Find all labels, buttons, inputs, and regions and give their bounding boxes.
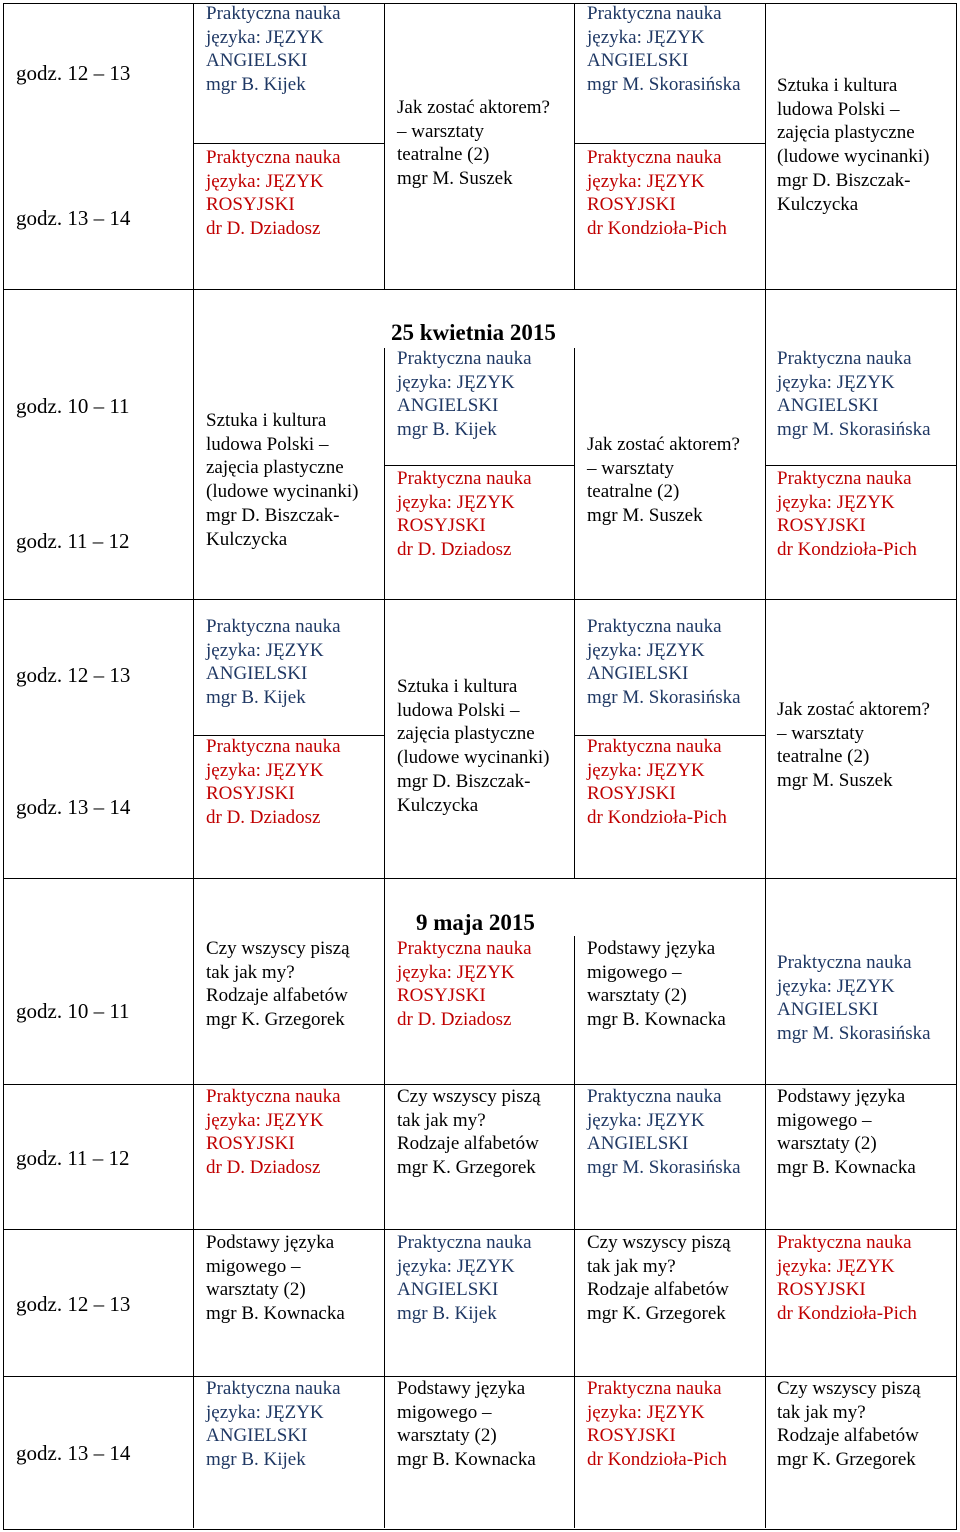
class-acting: Jak zostać aktorem? – warsztaty teatralne (2) mgr M. Suszek — [397, 97, 550, 190]
class-alphabets: Czy wszyscy piszą tak jak my? Rodzaje alfabetów mgr K. Grzegorek — [777, 1378, 921, 1471]
time-slot: godz. 11 – 12 — [16, 1146, 130, 1170]
class-alphabets: Czy wszyscy piszą tak jak my? Rodzaje alfabetów mgr K. Grzegorek — [587, 1232, 731, 1325]
date-heading: 25 kwietnia 2015 — [391, 320, 556, 345]
class-russian: Praktyczna nauka języka: JĘZYK ROSYJSKI dr D. Dziadosz — [206, 736, 341, 829]
class-folk-art: Sztuka i kultura ludowa Polski – zajęcia plastyczne (ludowe wycinanki) mgr D. Biszczak- Kulczycka — [397, 676, 550, 816]
class-russian: Praktyczna nauka języka: JĘZYK ROSYJSKI dr D. Dziadosz — [206, 1086, 341, 1179]
cell-divider — [385, 465, 574, 466]
class-english: Praktyczna nauka języka: JĘZYK ANGIELSKI mgr B. Kijek — [206, 616, 341, 709]
row-divider — [3, 878, 957, 879]
class-alphabets: Czy wszyscy piszą tak jak my? Rodzaje alfabetów mgr K. Grzegorek — [397, 1086, 541, 1179]
class-english: Praktyczna nauka języka: JĘZYK ANGIELSKI mgr M. Skorasińska — [777, 348, 931, 441]
time-slot: godz. 10 – 11 — [16, 394, 130, 418]
time-slot: godz. 13 – 14 — [16, 1441, 131, 1465]
row-divider — [3, 599, 957, 600]
class-russian: Praktyczna nauka języka: JĘZYK ROSYJSKI dr D. Dziadosz — [206, 147, 341, 240]
class-english: Praktyczna nauka języka: JĘZYK ANGIELSKI mgr M. Skorasińska — [587, 3, 741, 96]
class-english: Praktyczna nauka języka: JĘZYK ANGIELSKI mgr M. Skorasińska — [777, 952, 931, 1045]
class-english: Praktyczna nauka języka: JĘZYK ANGIELSKI mgr B. Kijek — [397, 348, 532, 441]
cell-divider — [194, 143, 384, 144]
class-sign-language: Podstawy języka migowego – warsztaty (2) mgr B. Kownacka — [777, 1086, 916, 1179]
class-sign-language: Podstawy języka migowego – warsztaty (2) mgr B. Kownacka — [206, 1232, 345, 1325]
time-slot: godz. 12 – 13 — [16, 663, 131, 687]
class-russian: Praktyczna nauka języka: JĘZYK ROSYJSKI dr Kondzioła-Pich — [587, 147, 727, 240]
class-alphabets: Czy wszyscy piszą tak jak my? Rodzaje alfabetów mgr K. Grzegorek — [206, 938, 350, 1031]
time-slot: godz. 13 – 14 — [16, 206, 131, 230]
cell-divider — [766, 465, 956, 466]
date-heading: 9 maja 2015 — [416, 910, 535, 935]
class-russian: Praktyczna nauka języka: JĘZYK ROSYJSKI dr D. Dziadosz — [397, 938, 532, 1031]
column-divider — [574, 348, 575, 879]
class-folk-art: Sztuka i kultura ludowa Polski – zajęcia plastyczne (ludowe wycinanki) mgr D. Biszczak- Kulczycka — [777, 75, 930, 215]
row-divider — [3, 1229, 957, 1230]
time-slot: godz. 13 – 14 — [16, 795, 131, 819]
column-divider — [193, 3, 194, 1528]
class-english: Praktyczna nauka języka: JĘZYK ANGIELSKI mgr B. Kijek — [206, 3, 341, 96]
class-russian: Praktyczna nauka języka: JĘZYK ROSYJSKI dr Kondzioła-Pich — [777, 1232, 917, 1325]
class-russian: Praktyczna nauka języka: JĘZYK ROSYJSKI dr Kondzioła-Pich — [587, 736, 727, 829]
class-english: Praktyczna nauka języka: JĘZYK ANGIELSKI mgr M. Skorasińska — [587, 1086, 741, 1179]
class-russian: Praktyczna nauka języka: JĘZYK ROSYJSKI dr Kondzioła-Pich — [587, 1378, 727, 1471]
column-divider — [574, 3, 575, 290]
class-sign-language: Podstawy języka migowego – warsztaty (2) mgr B. Kownacka — [397, 1378, 536, 1471]
class-folk-art: Sztuka i kultura ludowa Polski – zajęcia plastyczne (ludowe wycinanki) mgr D. Biszczak- Kulczycka — [206, 410, 359, 550]
column-divider — [574, 936, 575, 1528]
column-divider — [384, 3, 385, 290]
time-slot: godz. 12 – 13 — [16, 61, 131, 85]
class-acting: Jak zostać aktorem? – warsztaty teatralne (2) mgr M. Suszek — [777, 699, 930, 792]
column-divider — [384, 348, 385, 1528]
class-english: Praktyczna nauka języka: JĘZYK ANGIELSKI mgr B. Kijek — [206, 1378, 341, 1471]
time-slot: godz. 10 – 11 — [16, 999, 130, 1023]
class-english: Praktyczna nauka języka: JĘZYK ANGIELSKI mgr B. Kijek — [397, 1232, 532, 1325]
class-english: Praktyczna nauka języka: JĘZYK ANGIELSKI mgr M. Skorasińska — [587, 616, 741, 709]
time-slot: godz. 12 – 13 — [16, 1292, 131, 1316]
column-divider — [765, 3, 766, 1528]
class-russian: Praktyczna nauka języka: JĘZYK ROSYJSKI dr D. Dziadosz — [397, 468, 532, 561]
time-slot: godz. 11 – 12 — [16, 529, 130, 553]
class-russian: Praktyczna nauka języka: JĘZYK ROSYJSKI dr Kondzioła-Pich — [777, 468, 917, 561]
class-acting: Jak zostać aktorem? – warsztaty teatralne (2) mgr M. Suszek — [587, 434, 740, 527]
cell-divider — [575, 143, 765, 144]
row-divider — [3, 289, 957, 290]
class-sign-language: Podstawy języka migowego – warsztaty (2) mgr B. Kownacka — [587, 938, 726, 1031]
